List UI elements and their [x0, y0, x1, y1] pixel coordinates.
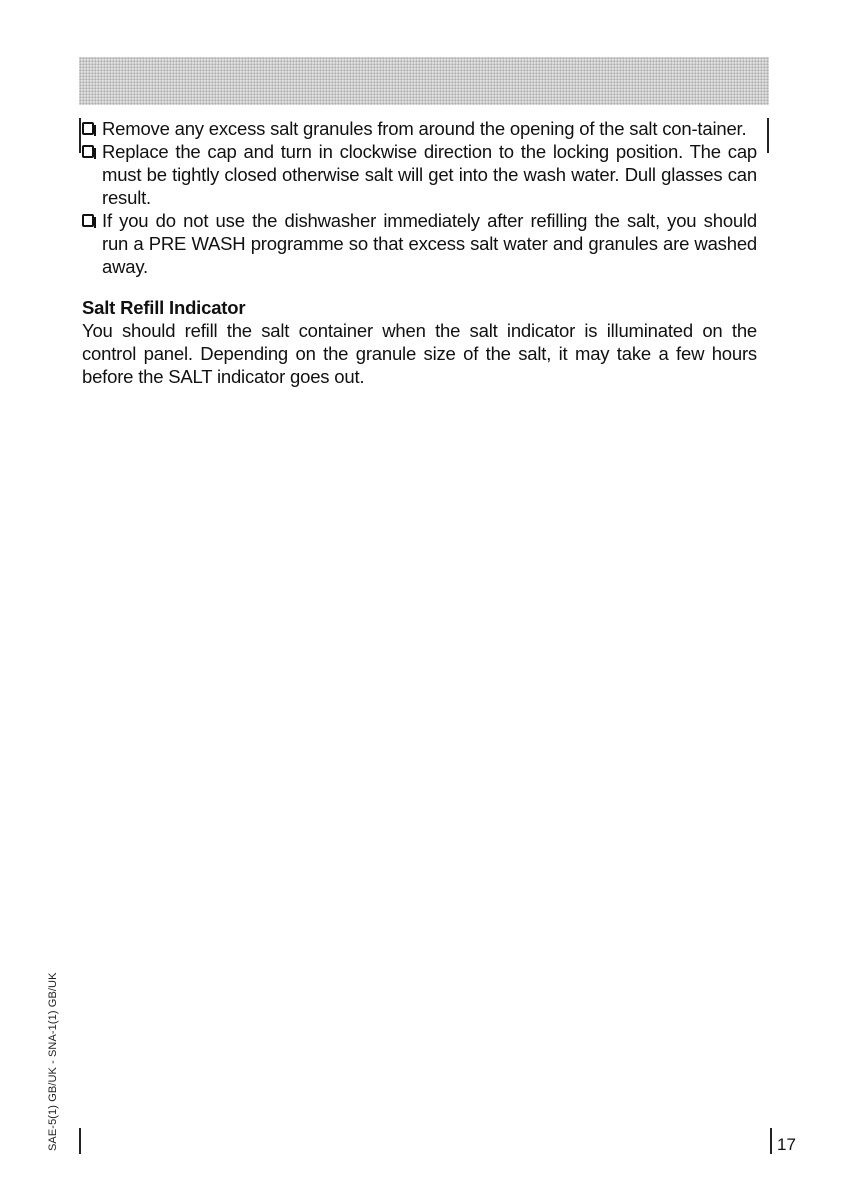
bullet-text: Remove any excess salt granules from around the opening of the salt con-tainer. — [102, 118, 747, 139]
bullet-item — [82, 117, 757, 140]
left-margin-rule — [79, 118, 81, 153]
right-margin-rule-bottom — [770, 1128, 772, 1154]
bullet-text: If you do not use the dishwasher immediately after refilling the salt, you should run a PRE WASH programme so that excess salt water and granules are washed away. — [102, 210, 757, 277]
checkbox-bullet-icon — [82, 145, 94, 158]
left-margin-rule-bottom — [79, 1128, 81, 1154]
bullet-item — [82, 209, 757, 278]
checkbox-bullet-icon — [82, 122, 94, 135]
header-band — [79, 57, 769, 105]
checkbox-bullet-icon — [82, 214, 94, 227]
page-content — [82, 117, 757, 388]
page-number: 17 — [777, 1135, 796, 1154]
right-margin-rule — [767, 118, 769, 153]
section-body: You should refill the salt container when the salt indicator is illuminated on the control panel. Depending on the granule size of the salt, it may take a few hours before the SALT indicator goes out. — [82, 320, 757, 387]
section-title: Salt Refill Indicator — [82, 297, 246, 318]
bullet-item — [82, 140, 757, 209]
bullet-text: Replace the cap and turn in clockwise direction to the locking position. The cap must be tightly closed otherwise salt will get into the wash water. Dull glasses can result. — [102, 141, 757, 208]
document-code: SAE-5(1) GB/UK - SNA-1(1) GB/UK — [47, 972, 59, 1151]
